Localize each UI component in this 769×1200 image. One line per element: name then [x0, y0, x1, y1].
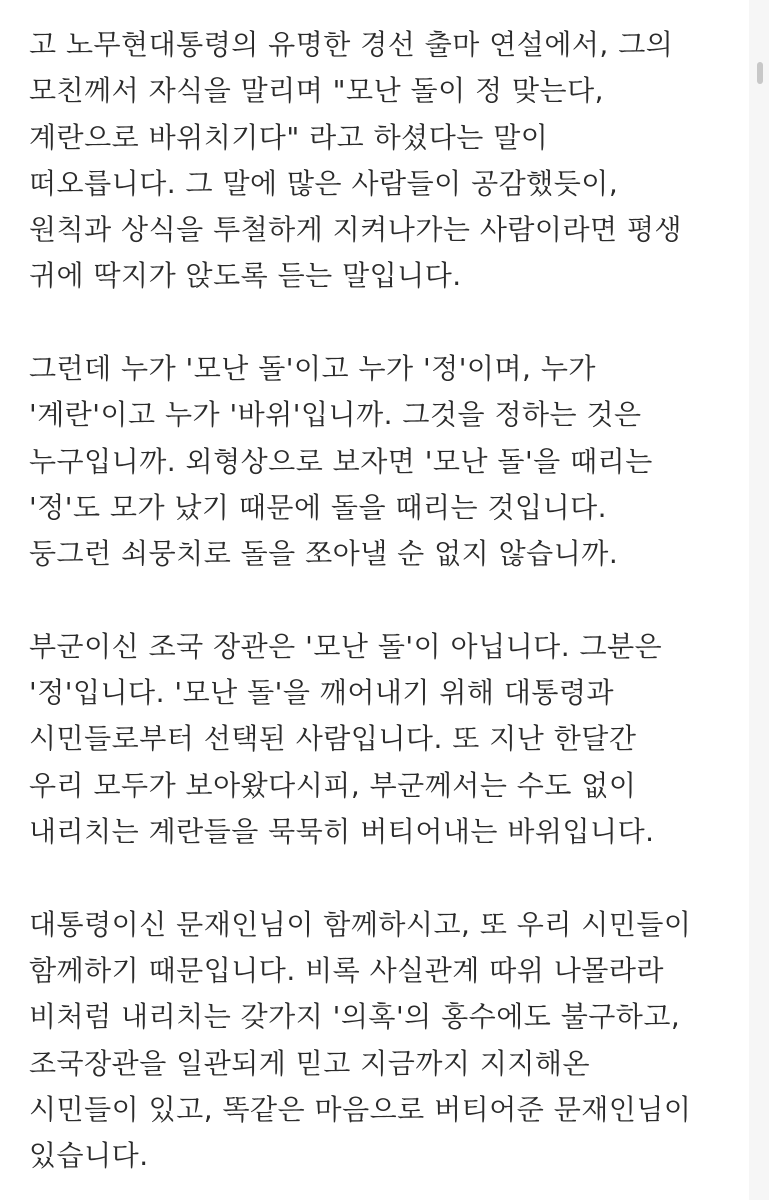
scrollbar-track[interactable]: [749, 0, 769, 1200]
text-line: 있습니다.: [29, 1139, 149, 1173]
text-line: 모친께서 자식을 말리며 "모난 돌이 정 맞는다,: [29, 74, 605, 108]
paragraph-spacer: [29, 855, 749, 901]
text-line: '정'입니다. '모난 돌'을 깨어내기 위해 대통령과: [29, 676, 615, 710]
text-line: 시민들로부터 선택된 사람입니다. 또 지난 한달간: [29, 722, 637, 756]
text-line: '정'도 모가 났기 때문에 돌을 때리는 것입니다.: [29, 490, 608, 524]
text-line: 그런데 누가 '모난 돌'이고 누가 '정'이며, 누가: [29, 352, 596, 386]
text-line: 계란으로 바위치기다" 라고 하셨다는 말이: [29, 120, 549, 154]
text-line: 둥그런 쇠뭉치로 돌을 쪼아낼 순 없지 않습니까.: [29, 537, 619, 571]
text-line: 귀에 딱지가 앉도록 듣는 말입니다.: [29, 259, 462, 293]
paragraph-spacer: [29, 578, 749, 624]
paragraph-4: [29, 902, 749, 1180]
text-line: 대통령이신 문재인님이 함께하시고, 또 우리 시민들이: [29, 907, 692, 941]
text-line: 고 노무현대통령의 유명한 경선 출마 연설에서, 그의: [29, 28, 674, 61]
scrollbar-thumb[interactable]: [757, 62, 763, 84]
article-body: [29, 22, 749, 1179]
paragraph-2: [29, 346, 749, 577]
paragraph-3: [29, 624, 749, 855]
text-line: 부군이신 조국 장관은 '모난 돌'이 아닙니다. 그분은: [29, 629, 663, 663]
text-line: 우리 모두가 보아왔다시피, 부군께서는 수도 없이: [29, 768, 637, 802]
text-line: 떠오릅니다. 그 말에 많은 사람들이 공감했듯이,: [29, 166, 619, 200]
text-line: 시민들이 있고, 똑같은 마음으로 버티어준 문재인님이: [29, 1092, 692, 1126]
text-line: '계란'이고 누가 '바위'입니까. 그것을 정하는 것은: [29, 398, 642, 432]
text-line: 누구입니까. 외형상으로 보자면 '모난 돌'을 때리는: [29, 444, 653, 478]
paragraph-spacer: [29, 300, 749, 346]
text-line: 함께하기 때문입니다. 비록 사실관계 따위 나몰라라: [29, 953, 664, 987]
paragraph-1: [29, 22, 749, 300]
text-line: 내리치는 계란들을 묵묵히 버티어내는 바위입니다.: [29, 815, 655, 849]
text-line: 원칙과 상식을 투철하게 지켜나가는 사람이라면 평생: [29, 213, 683, 247]
text-line: 조국장관을 일관되게 믿고 지금까지 지지해온: [29, 1046, 591, 1080]
text-line: 비처럼 내리치는 갖가지 '의혹'의 홍수에도 불구하고,: [29, 1000, 681, 1034]
